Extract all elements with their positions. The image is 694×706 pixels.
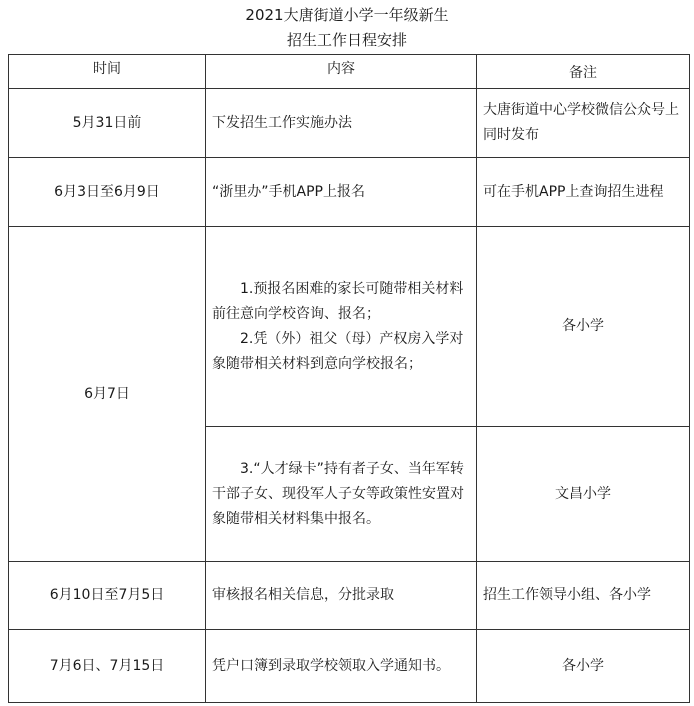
content-item-2: 2.凭（外）祖父（母）产权房入学对象随带相关材料到意向学校报名； (212, 330, 464, 372)
table-row (9, 89, 690, 158)
row-time: 6月3日至6月9日 (9, 158, 206, 227)
row-time: 7月6日、7月15日 (9, 630, 206, 703)
row-content: “浙里办”手机APP上报名 (206, 158, 477, 227)
row-remark: 文昌小学 (477, 427, 690, 562)
row-content (206, 227, 477, 427)
header-remark: 备注 (477, 55, 690, 89)
row-time: 6月10日至7月5日 (9, 562, 206, 630)
row-remark: 各小学 (477, 630, 690, 703)
row-remark: 大唐街道中心学校微信公众号上同时发布 (477, 89, 690, 158)
table-row (9, 227, 690, 427)
document-title-line2: 招生工作日程安排 (286, 31, 407, 49)
header-time: 时间 (9, 55, 206, 89)
row-content (206, 427, 477, 562)
document-title-line1: 2021大唐街道小学一年级新生 (245, 6, 449, 24)
row-remark: 可在手机APP上查询招生进程 (477, 158, 690, 227)
table-row (9, 158, 690, 227)
row-content: 下发招生工作实施办法 (206, 89, 477, 158)
row-time: 5月31日前 (9, 89, 206, 158)
table-header-row (9, 55, 690, 89)
table-row (9, 630, 690, 703)
table-row (9, 562, 690, 630)
row-remark: 招生工作领导小组、各小学 (477, 562, 690, 630)
row-content: 凭户口簿到录取学校领取入学通知书。 (206, 630, 477, 703)
content-item-3: 3.“人才绿卡”持有者子女、当年军转干部子女、现役军人子女等政策性安置对象随带相关材料集中报名。 (212, 460, 464, 527)
schedule-table (8, 54, 690, 703)
content-item-1: 1.预报名困难的家长可随带相关材料前往意向学校咨询、报名； (212, 280, 464, 322)
header-content: 内容 (206, 55, 477, 89)
row-time: 6月7日 (9, 227, 206, 562)
row-remark: 各小学 (477, 227, 690, 427)
row-content: 审核报名相关信息，分批录取 (206, 562, 477, 630)
